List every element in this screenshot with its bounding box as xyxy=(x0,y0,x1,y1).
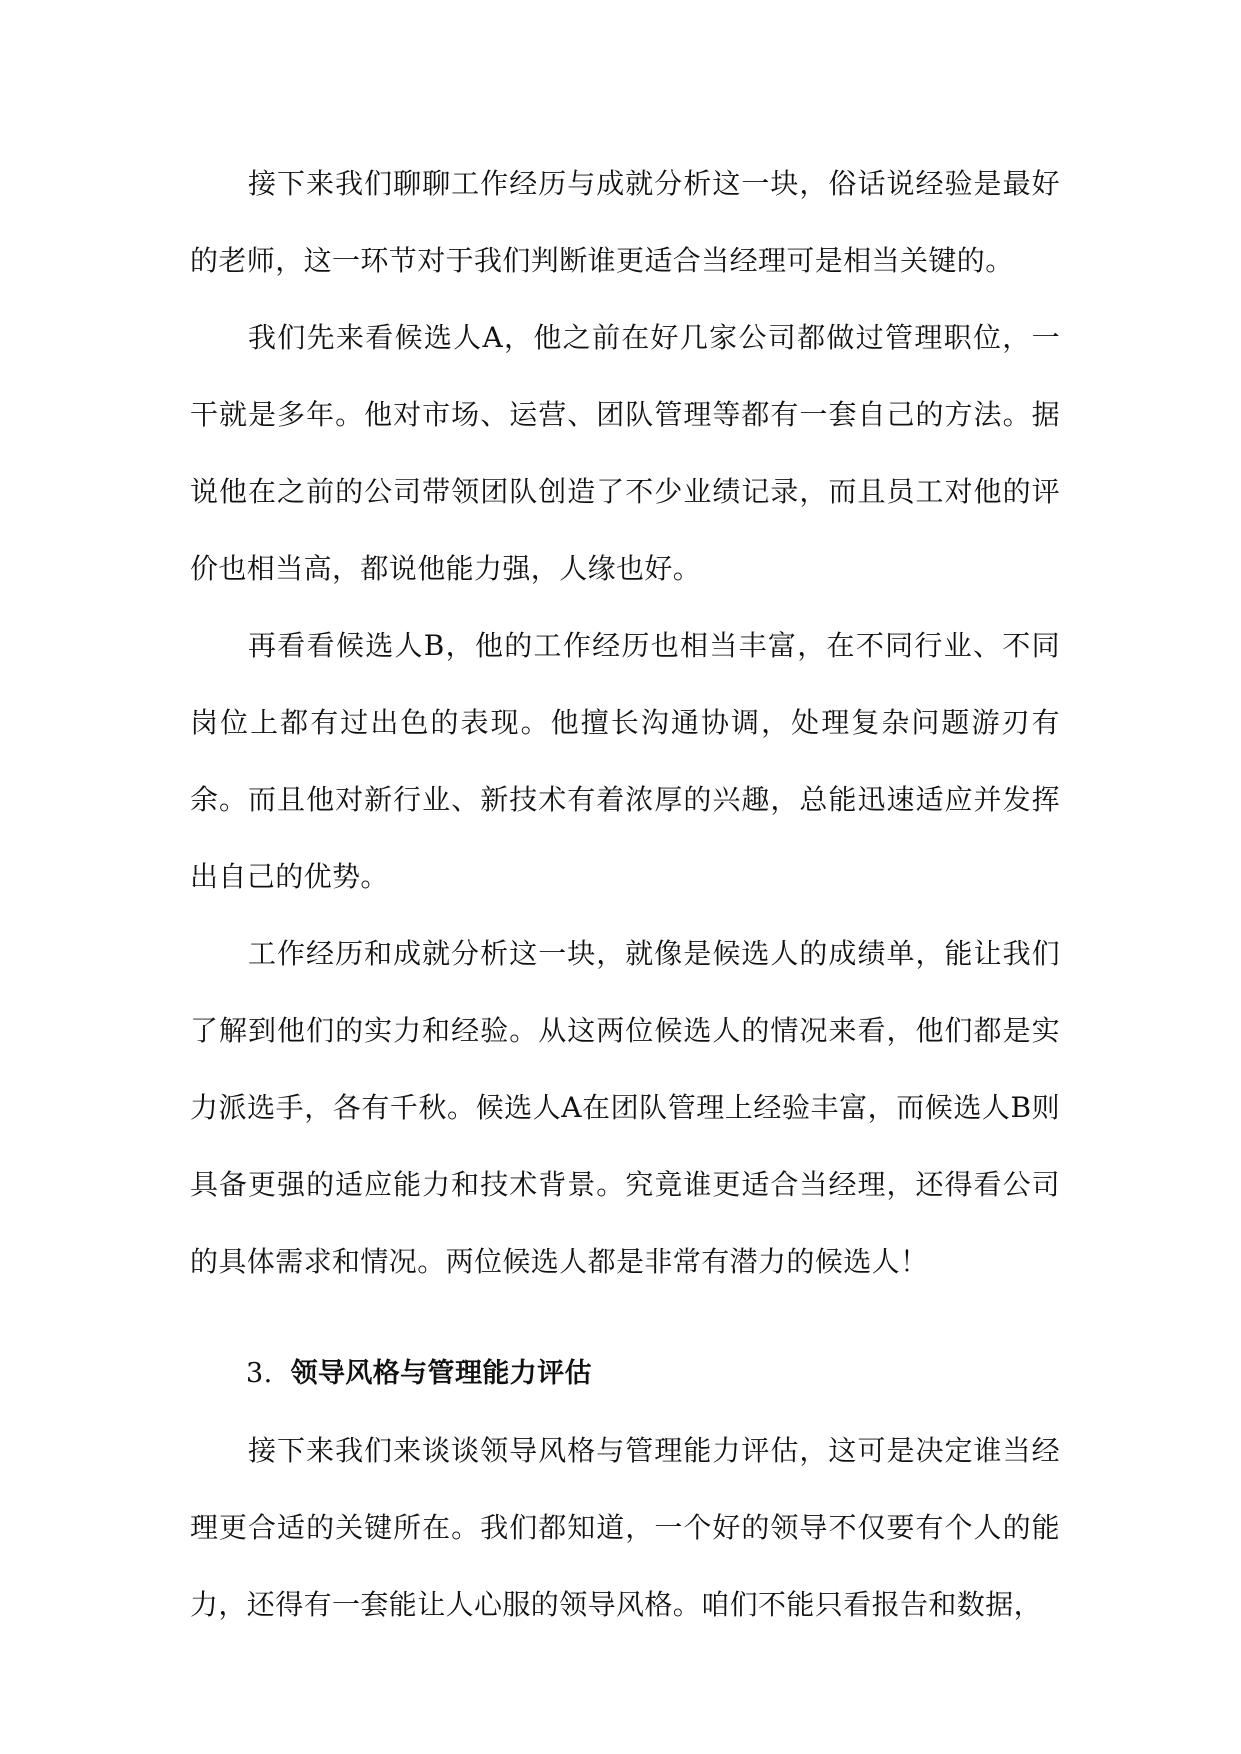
paragraph-candidate-a: 我们先来看候选人A，他之前在好几家公司都做过管理职位，一干就是多年。他对市场、运营、团队管理等都有一套自己的方法。据说他在之前的公司带领团队创造了不少业绩记录，而且员工对他的评价也相当高，都说他能力强，人缘也好。 xyxy=(190,321,1060,585)
paragraph-candidate-b: 再看看候选人B，他的工作经历也相当丰富，在不同行业、不同岗位上都有过出色的表现。他擅长沟通协调，处理复杂问题游刃有余。而且他对新行业、新技术有着浓厚的兴趣，总能迅速适应并发挥出自己的优势。 xyxy=(190,629,1060,893)
paragraph-experience-intro: 接下来我们聊聊工作经历与成就分析这一块，俗话说经验是最好的老师，这一环节对于我们判断谁更适合当经理可是相当关键的。 xyxy=(190,167,1060,277)
section-title: 领导风格与管理能力评估 xyxy=(290,1358,592,1389)
document-body xyxy=(190,145,1060,1643)
section-heading xyxy=(190,1335,1060,1412)
paragraph-leadership-intro: 接下来我们来谈谈领导风格与管理能力评估，这可是决定谁当经理更合适的关键所在。我们都知道，一个好的领导不仅要有个人的能力，还得有一套能让人心服的领导风格。咱们不能只看报告和数据， xyxy=(190,1434,1060,1621)
paragraph-experience-summary: 工作经历和成就分析这一块，就像是候选人的成绩单，能让我们了解到他们的实力和经验。从这两位候选人的情况来看，他们都是实力派选手，各有千秋。候选人A在团队管理上经验丰富，而候选人B则具备更强的适应能力和技术背景。究竟谁更适合当经理，还得看公司的具体需求和情况。两位候选人都是非常有潜力的候选人！ xyxy=(190,937,1060,1278)
section-number: 3. xyxy=(246,1358,273,1389)
